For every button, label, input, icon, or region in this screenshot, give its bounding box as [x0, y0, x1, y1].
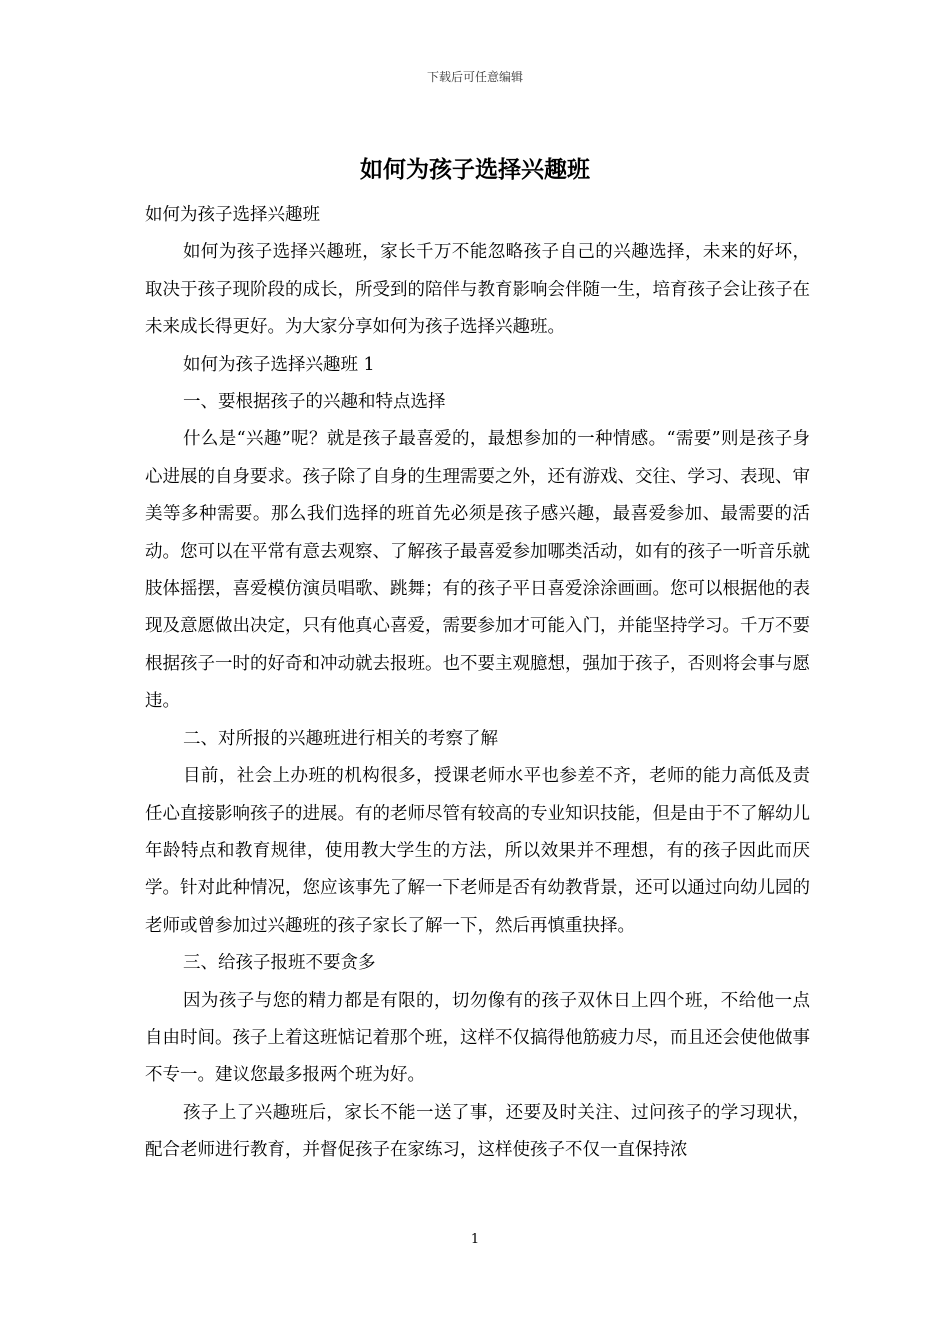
section-heading: 如何为孩子选择兴趣班 1 [183, 354, 375, 375]
page-number: 1 [470, 1232, 480, 1247]
paragraph-2: 目前，社会上办班的机构很多，授课老师水平也参差不齐，老师的能力高低及责任心直接影响孩子的进展。有的老师尽管有较高的专业知识技能，但是由于不了解幼儿年龄特点和教育规律，使用教大学生的方法，所以效果并不理想，有的孩子因此而厌学。针对此种情况，您应该事先了解一下老师是否有幼教背景，还可以通过向幼儿园的老师或曾参加过兴趣班的孩子家长了解一下，然后再慎重抉择。 [145, 766, 810, 936]
subtitle: 如何为孩子选择兴趣班 [145, 205, 320, 225]
header-note: 下载后可任意编辑 [426, 70, 523, 84]
paragraph-1: 什么是“兴趣”呢？就是孩子最喜爱的，最想参加的一种情感。“需要”则是孩子身心进展的自身要求。孩子除了自身的生理需要之外，还有游戏、交往、学习、表现、审美等多种需要。那么我们选择的班首先必须是孩子感兴趣，最喜爱参加、最需要的活动。您可以在平常有意去观察、了解孩子最喜爱参加哪类活动，如有的孩子一听音乐就肢体摇摆，喜爱模仿演员唱歌、跳舞；有的孩子平日喜爱涂涂画画。您可以根据他的表现及意愿做出决定，只有他真心喜爱，需要参加才可能入门，并能坚持学习。千万不要根据孩子一时的好奇和冲动就去报班。也不要主观臆想，强加于孩子，否则将会事与愿违。 [145, 429, 810, 712]
document-title: 如何为孩子选择兴趣班 [360, 156, 590, 183]
subsection-heading-3: 三、给孩子报班不要贪多 [183, 953, 376, 974]
subsection-heading-2: 二、对所报的兴趣班进行相关的考察了解 [183, 728, 498, 749]
subsection-heading-1: 一、要根据孩子的兴趣和特点选择 [183, 392, 446, 413]
paragraph-4: 孩子上了兴趣班后，家长不能一送了事，还要及时关注、过问孩子的学习现状，配合老师进行教育，并督促孩子在家练习，这样使孩子不仅一直保持浓 [145, 1102, 810, 1161]
paragraph-intro: 如何为孩子选择兴趣班，家长千万不能忽略孩子自己的兴趣选择，未来的好坏，取决于孩子现阶段的成长，所受到的陪伴与教育影响会伴随一生，培育孩子会让孩子在未来成长得更好。为大家分享如何为孩子选择兴趣班。 [145, 242, 810, 338]
paragraph-3: 因为孩子与您的精力都是有限的，切勿像有的孩子双休日上四个班，不给他一点自由时间。孩子上着这班惦记着那个班，这样不仅搞得他筋疲力尽，而且还会使他做事不专一。建议您最多报两个班为好。 [145, 990, 810, 1086]
document-body [145, 197, 810, 1170]
